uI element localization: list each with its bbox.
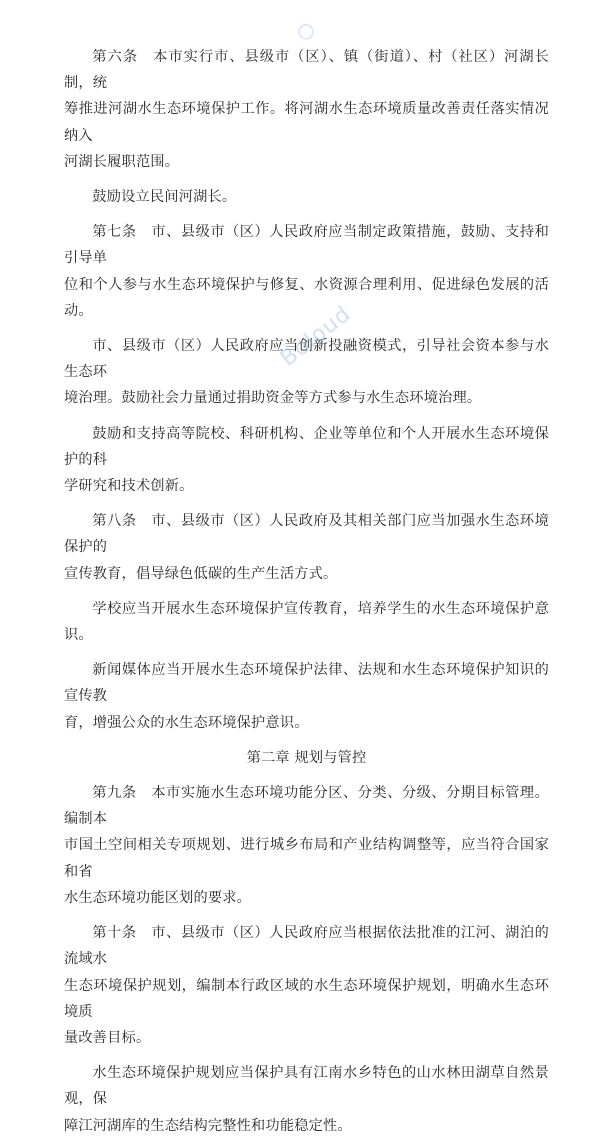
article-10-para: 第十条 市、县级市（区）人民政府应当根据依法批准的江河、湖泊的流域水 生态环境保护规划，编制本行政区域的水生态环境保护规划，明确水生态环境质 量改善目标。 (64, 925, 549, 1046)
article-8-para-2: 学校应当开展水生态环境保护宣传教育，培养学生的水生态环境保护意识。 (64, 600, 549, 644)
watermark-logo-icon (292, 18, 320, 46)
article-9-para: 第九条 本市实施水生态环境功能分区、分类、分级、分期目标管理。编制本 市国土空间相关专项规划、进行城乡布局和产业结构调整等，应当符合国家和省 水生态环境功能区划的要求。 (64, 785, 549, 906)
article-8-para: 第八条 市、县级市（区）人民政府及其相关部门应当加强水生态环境保护的 宣传教育，倡导绿色低碳的生产生活方式。 (64, 513, 549, 582)
chapter-heading: 第二章 规划与管控 (246, 749, 367, 766)
document-body (64, 44, 549, 1139)
article-8-para-3: 新闻媒体应当开展水生态环境保护法律、法规和水生态环境保护知识的宣传教 育，增强公众的水生态环境保护意识。 (64, 662, 549, 731)
article-6-para: 第六条 本市实行市、县级市（区）、镇（街道）、村（社区）河湖长制，统 筹推进河湖水生态环境保护工作。将河湖水生态环境质量改善责任落实情况纳入 河湖长履职范围。 (64, 49, 549, 170)
article-7-para: 第七条 市、县级市（区）人民政府应当制定政策措施，鼓励、支持和引导单 位和个人参与水生态环境保护与修复、水资源合理利用、促进绿色发展的活动。 (64, 224, 549, 319)
article-6-para-2: 鼓励设立民间河湖长。 (92, 189, 237, 206)
article-10-para-2: 水生态环境保护规划应当保护具有江南水乡特色的山水林田湖草自然景观，保 障江河湖库的生态结构完整性和功能稳定性。 (64, 1065, 549, 1134)
watermark: Boloud (276, 301, 357, 372)
article-7-para-3: 鼓励和支持高等院校、科研机构、企业等单位和个人开展水生态环境保护的科 学研究和技术创新。 (64, 425, 549, 495)
article-7-para-2: 市、县级市（区）人民政府应当创新投融资模式，引导社会资本参与水生态环 境治理。鼓励社会力量通过捐助资金等方式参与水生态环境治理。 (64, 338, 549, 407)
